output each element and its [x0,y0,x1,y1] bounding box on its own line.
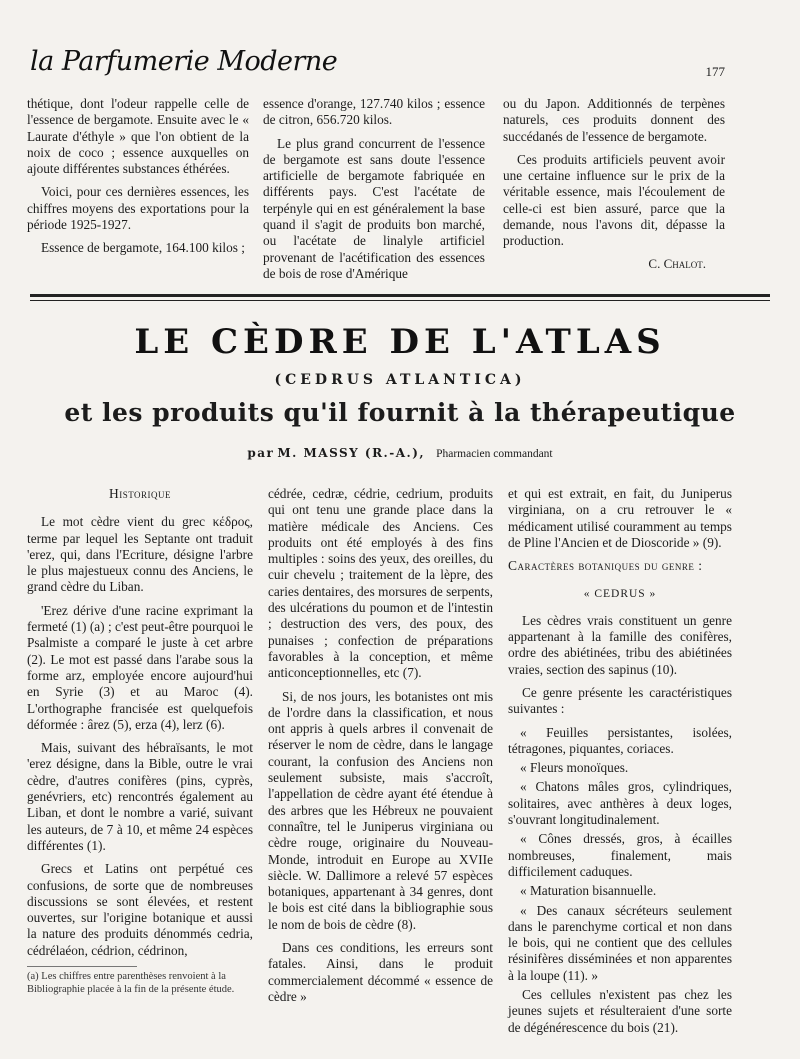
latin-name: (CEDRUS ATLANTICA) [274,372,526,388]
paragraph: Voici, pour ces dernières essences, les chiffres moyens des exportations pour la période 1925-1927. [27,184,249,233]
section-heading-botanique: Caractères botaniques du genre : [508,558,703,574]
top-column-2 [263,96,485,289]
section-heading-historique: Historique [108,486,172,501]
list-item: « Chatons mâles gros, cylindriques, solitaires, avec anthères à deux loges, s'ouvrant longitudinalement. [508,779,732,828]
body-column-3 [508,486,732,1043]
byline-prefix: par [247,446,275,460]
list-item: « Maturation bisannuelle. [520,883,657,899]
paragraph: essence d'orange, 127.740 kilos ; essence de citron, 656.720 kilos. [263,96,485,128]
author-role: Pharmacien commandant [436,448,553,460]
paragraph: Mais, suivant des hébraïsants, le mot 'erez désigne, dans la Bible, outre le vrai cèdre, d'autres conifères (pins, cyprès, genévriers, etc) rencontrés également au Liban, et dont le nombre a varié, suivant les auteurs, de 7 à 10, et même 24 espèces différentes (1). [27,740,253,853]
author-name: M. MASSY (R.-A.), [277,446,426,460]
top-column-1 [27,96,249,264]
paragraph: Dans ces conditions, les erreurs sont fatales. Ainsi, dans le produit commercialement décommé « essence de cèdre » [268,940,493,1004]
page-number: 177 [705,64,725,79]
paragraph: thétique, dont l'odeur rappelle celle de l'essence de bergamote. Ensuite avec le « Laurate d'éthyle » que l'on obtient de la noix de coco ; essence auxquelles on ajoute différentes substances éthérées. [27,96,249,177]
paragraph: ou du Japon. Additionnés de terpènes naturels, ces produits donnent des succédanés de l'essence de bergamote. [503,96,725,144]
list-item: « Fleurs monoïques. [520,760,629,776]
paragraph: 'Erez dérive d'une racine exprimant la fermeté (1) (a) ; c'est peut-être pourquoi le Psalmiste a comparé le juste à cet arbre (2). Le mot est passé dans l'arabe sous la forme arz, employée encore aujourd'hui en Syrie (3) et au Maroc (4). L'orthographe francisée est quelquefois déformée : ârez (5), erza (4), lerz (6). [27,602,253,732]
paragraph: et qui est extrait, en fait, du Juniperus virginiana, on a cru retrouver le « médicament utilisé couramment au temps de Pline l'Ancien et de Dioscoride » (9). [508,486,732,550]
list-item: « Des canaux sécréteurs seulement dans le parenchyme cortical et non dans le bois, qui ne contient que des cellules résinifères disséminées et non apparentes à la loupe (11). » [508,902,732,983]
byline [0,446,800,461]
footnote: (a) Les chiffres entre parenthèses renvoient à la Bibliographie placée à la fin de la présente étude. [27,971,235,995]
body-column-2 [268,486,493,1012]
article-title: LE CÈDRE DE L'ATLAS [134,322,666,362]
paragraph: Ces cellules n'existent pas chez les jeunes sujets et résulteraient d'une sorte de dégénérescence du bois (21). [508,987,732,1035]
paragraph: Essence de bergamote, 164.100 kilos ; [41,240,245,256]
paragraph: Ce genre présente les caractéristiques suivantes : [508,684,732,717]
list-item: « Cônes dressés, gros, à écailles nombreuses, finalement, mais difficilement caduques. [508,831,732,879]
top-column-3 [503,96,725,257]
divider-thick [30,294,770,297]
paragraph: cédrée, cedræ, cédrie, cedrium, produits qui ont tenu une grande place dans la matière médicale des Anciens. Ces produits ont été employés à des fins multiples : soins des yeux, des oreilles, du cuir chevelu ; traitement de la lèpre, des caries dentaires, des morsures de serpents, des ulcérations du poumon et de l'intestin ; destruction des vers, des poux, des punaises ; confection de préparations favorables à la conception, et même anticonceptionnelles, etc (7). [268,486,493,681]
paragraph: Ces produits artificiels peuvent avoir une certaine influence sur le prix de la véritable essence, mais l'écoulement de celle-ci est bien assuré, parce que la demande, nous l'avons dit, dépasse la production. [503,151,725,249]
journal-logo: la Parfumerie Moderne [30,46,338,77]
genus-subheading: « CEDRUS » [583,588,657,601]
article-subtitle: et les produits qu'il fournit à la thérapeutique [64,398,736,427]
body-column-1 [27,486,253,996]
paragraph: Le plus grand concurrent de l'essence de bergamote est sans doute l'essence artificielle de bergamote fabriquée en différents pays. C'est l'acétate de terpényle qui en est généralement la base quand il s'agit de produits bon marché, ou l'acétate de linalyle artificiel provenant de l'acétification des essences de bois de rose d'Amérique [263,135,485,281]
paragraph: Si, de nos jours, les botanistes ont mis de l'ordre dans la classification, et nous ont appris à quels arbres il convenait de réserver le nom de cèdre, dans le langage courant, la confusion des Anciens non seulement subsiste, mais s'accroît, l'appellation de cèdre ayant été étendue à des arbres que les Hébreux ne pouvaient connaître, tel le Juniperus virginiana ou cèdre rouge, originaire du Nouveau-Monde, introduit en Europe au XVIIe siècle. W. Dallimore a relevé 57 espèces botaniques, appartenant à 34 genres, dont le bois est cité dans la bibliographie sous le nom de bois de cèdre (8). [268,688,493,932]
divider-thin [30,300,770,301]
paragraph: Le mot cèdre vient du grec κέδρος, terme par lequel les Septante ont traduit 'erez, qui, dans l'Ecriture, désigne l'arbre le plus majestueux connu des Anciens, le grand cèdre du Liban. [27,514,253,595]
author-signature: C. Chalot. [648,256,706,271]
paragraph: Grecs et Latins ont perpétué ces confusions, de sorte que de nombreuses discussions se sont élevées, et restent ouvertes, sur l'origine botanique et aussi la nature des produits dénommés cedria, cédrélaéon, cédrion, cédrinon, [27,861,253,958]
paragraph: Les cèdres vrais constituent un genre appartenant à la famille des conifères, ordre des abiétinées, tribu des abiétinées vraies, section des sapinus (10). [508,612,732,677]
list-item: « Feuilles persistantes, isolées, tétragones, piquantes, coriaces. [508,724,732,756]
